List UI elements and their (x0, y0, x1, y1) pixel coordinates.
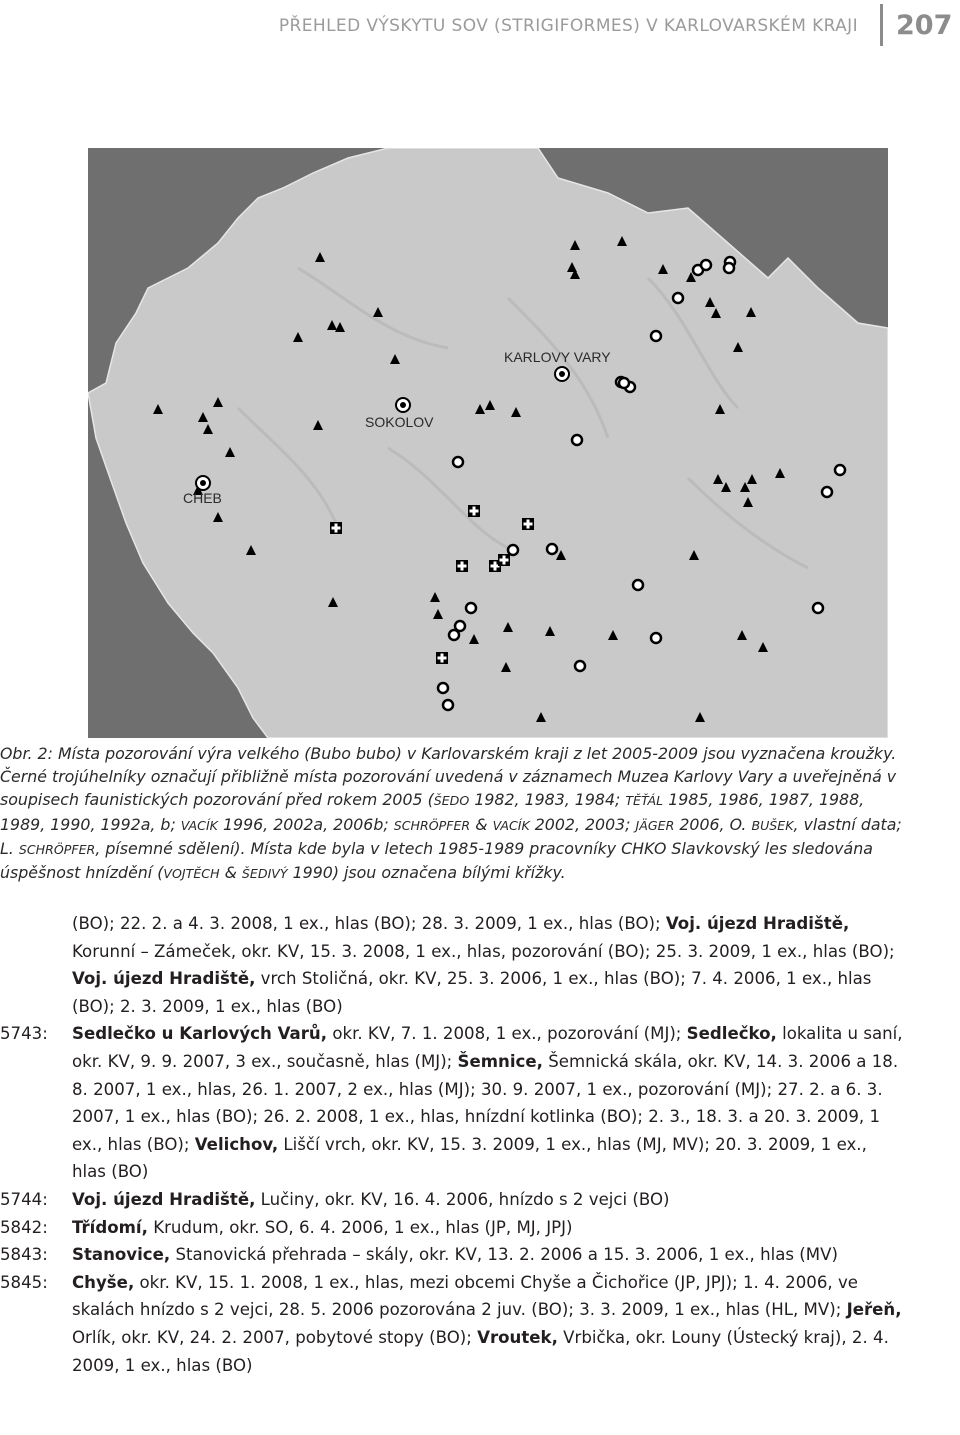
record-entry (0, 910, 905, 1020)
record-text: vrch Stoličná, okr. KV, 25. 3. 2006, 1 ex., hlas (BO); 7. 4. 2006, 1 ex., hlas (BO); 2. 3. 2009, 1 ex., hlas (BO) (72, 969, 872, 1016)
locality-name: Vroutek, (477, 1327, 558, 1347)
record-text: Korunní – Zámeček, okr. KV, 15. 3. 2008, 1 ex., hlas, pozorování (BO); 25. 3. 2009, 1 ex., hlas (BO); (72, 941, 895, 961)
record-text: okr. KV, 15. 1. 2008, 1 ex., hlas, mezi obcemi Chyše a Čichořice (JP, JPJ); 1. 4. 2006, ve skalách hnízdo s 2 vejci, 28. 5. 2006 pozorována 2 juv. (BO); 3. 3. 2009, 1 ex., hlas (HL, MV); (72, 1272, 858, 1320)
circle-marker (701, 260, 711, 270)
record-text: (BO); 22. 2. a 4. 3. 2008, 1 ex., hlas (BO); 28. 3. 2009, 1 ex., hlas (BO); (72, 914, 666, 933)
record-text: Orlík, okr. KV, 24. 2. 2007, pobytové stopy (BO); (72, 1327, 478, 1347)
circle-marker (453, 457, 463, 467)
records-list (0, 910, 905, 1379)
region-map (88, 148, 888, 738)
locality-name: Sedlečko, (686, 1024, 777, 1044)
circle-marker (508, 545, 518, 555)
locality-name: Sedlečko u Karlových Varů, (72, 1024, 328, 1044)
record-text: Šemnická skála, okr. KV, 14. 3. 2006 a 18. 8. 2007, 1 ex., hlas, 26. 1. 2007, 2 ex., hlas (MJ); 30. 9. 2007, 1 ex., pozorování (MJ); 27. 2. a 6. 3. 2007, 1 ex., hlas (BO); 26. 2. 2008, 1 ex., hlas, hnízdní kotlinka (BO); 2. 3., 18. 3. a 20. 3. 2009, 1 ex., hlas (BO); (72, 1051, 899, 1154)
circle-marker (575, 661, 585, 671)
figure-caption: Obr. 2: Místa pozorování výra velkého (Bubo bubo) v Karlovarském kraji z let 2005-2009 jsou vyznačena kroužky. Černé trojúhelníky označují přibližně místa pozorování uvedená v záznamech Muzea Karlovy Vary a uveřejněná v soupisech faunistických pozorování před rokem 2005 (ŠEDO 1982, 1983, 1984; TĚŤÁL 1985, 1986, 1987, 1988, 1989, 1990, 1992a, b; VACÍK 1996, 2002a, 2006b; SCHRÖPFER & VACÍK 2002, 2003; JÄGER 2006, O. BUŠEK, vlastní data; L. SCHRÖPFER, písemné sdělení). Místa kde byla v letech 1985-1989 pracovníky CHKO Slavkovský les sledována úspěšnost hnízdění (VOJTĚCH & ŠEDIVÝ 1990) jsou označena bílými křížky. (0, 744, 902, 883)
circle-marker (724, 263, 734, 273)
town-label: SOKOLOV (365, 414, 434, 430)
author-name: TĚŤÁL (625, 793, 664, 809)
author-name: VACÍK (492, 817, 530, 833)
town-label: KARLOVY VARY (504, 349, 611, 365)
grid-square-code: 5845: (0, 1272, 48, 1292)
circle-marker (572, 435, 582, 445)
author-name: SCHRÖPFER (18, 841, 96, 857)
record-entry (0, 1186, 905, 1214)
circle-marker (455, 621, 465, 631)
circle-marker (673, 293, 683, 303)
grid-square-code: 5743: (0, 1024, 48, 1044)
running-title: PŘEHLED VÝSKYTU SOV (STRIGIFORMES) V KARLOVARSKÉM KRAJI (278, 16, 858, 36)
town-label: CHEB (183, 490, 222, 506)
locality-name: Velichov, (194, 1134, 279, 1154)
page-number: 207 (896, 10, 953, 41)
locality-name: Stanovice, (72, 1245, 171, 1265)
author-name: BUŠEK (751, 817, 794, 833)
author-name: VACÍK (180, 817, 218, 833)
author-name: ŠEDIVÝ (241, 866, 288, 882)
locality-name: Třídomí, (72, 1217, 148, 1237)
record-text: Lučiny, okr. KV, 16. 4. 2006, hnízdo s 2 vejci (BO) (255, 1189, 670, 1209)
circle-marker (438, 683, 448, 693)
circle-marker (835, 465, 845, 475)
grid-square-code: 5744: (0, 1189, 48, 1209)
grid-square-code: 5842: (0, 1217, 48, 1237)
record-entry (0, 1214, 905, 1242)
header-divider (880, 4, 883, 46)
author-name: JÄGER (635, 817, 675, 833)
cross-marker (330, 522, 342, 534)
record-text: Stanovická přehrada – skály, okr. KV, 13. 2. 2006 a 15. 3. 2006, 1 ex., hlas (MV) (170, 1245, 838, 1265)
circle-marker (651, 331, 661, 341)
record-entry (0, 1241, 905, 1269)
locality-name: Voj. újezd Hradiště, (72, 969, 256, 989)
record-entry (0, 1020, 905, 1186)
grid-square-code: 5843: (0, 1245, 48, 1265)
author-name: SCHRÖPFER (393, 817, 471, 833)
locality-name: Voj. újezd Hradiště, (72, 1189, 256, 1209)
author-name: ŠEDO (433, 793, 470, 809)
cross-marker (436, 652, 448, 664)
locality-name: Jeřeň, (846, 1300, 902, 1320)
locality-name: Chyše, (72, 1272, 135, 1292)
cross-marker (456, 560, 468, 572)
record-text: Vrbička, okr. Louny (Ústecký kraj), 2. 4. 2009, 1 ex., hlas (BO) (72, 1327, 889, 1375)
circle-marker (822, 487, 832, 497)
record-text: lokalita u saní, okr. KV, 9. 9. 2007, 3 ex., současně, hlas (MJ); (72, 1024, 903, 1071)
locality-name: Voj. újezd Hradiště, (665, 914, 850, 933)
circle-marker (619, 378, 629, 388)
cross-marker (522, 518, 534, 530)
circle-marker (443, 700, 453, 710)
circle-marker (651, 633, 661, 643)
record-text: okr. KV, 7. 1. 2008, 1 ex., pozorování (MJ); (327, 1024, 687, 1044)
circle-marker (466, 603, 476, 613)
locality-name: Šemnice, (457, 1051, 543, 1071)
circle-marker (547, 544, 557, 554)
circle-marker (633, 580, 643, 590)
record-text: Liščí vrch, okr. KV, 15. 3. 2009, 1 ex., hlas (MJ, MV); 20. 3. 2009, 1 ex., hlas (BO) (72, 1134, 867, 1182)
cross-marker (498, 554, 510, 566)
record-text: Krudum, okr. SO, 6. 4. 2006, 1 ex., hlas (JP, MJ, JPJ) (147, 1217, 573, 1237)
author-name: VOJTĚCH (163, 866, 220, 882)
map-figure (88, 148, 888, 738)
cross-marker (468, 505, 480, 517)
circle-marker (813, 603, 823, 613)
record-entry (0, 1269, 905, 1379)
